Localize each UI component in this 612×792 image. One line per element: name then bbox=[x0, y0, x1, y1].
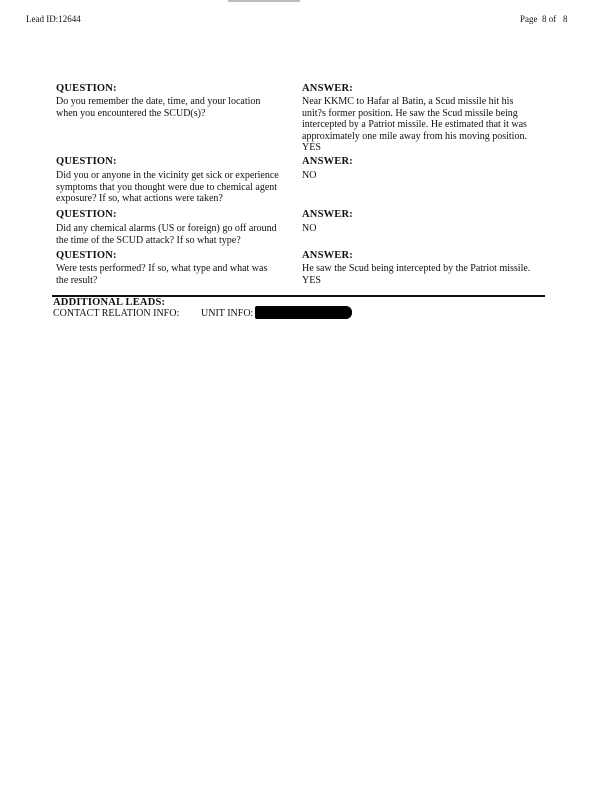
text-line: Do you remember the date, time, and your location bbox=[56, 96, 261, 107]
question-label: QUESTION: bbox=[56, 250, 117, 261]
question-label: QUESTION: bbox=[56, 156, 117, 167]
scan-artifact bbox=[228, 0, 300, 2]
answer-text bbox=[302, 223, 316, 235]
text-line: Were tests performed? If so, what type and what was bbox=[56, 263, 268, 274]
answer-text bbox=[302, 263, 530, 286]
unit-info-label: UNIT INFO: bbox=[201, 308, 254, 319]
text-line: intercepted by a Patriot missile. He estimated that it was bbox=[302, 119, 527, 131]
question-text bbox=[56, 223, 277, 246]
text-line: Did any chemical alarms (US or foreign) go off around bbox=[56, 223, 277, 234]
page-label: Page bbox=[520, 14, 538, 24]
text-line: approximately one mile away from his moving position. bbox=[302, 130, 527, 142]
text-line: NO bbox=[302, 223, 317, 234]
text-line: Did you or anyone in the vicinity get sick or experience bbox=[56, 170, 279, 181]
answer-label: ANSWER: bbox=[302, 209, 353, 220]
answer-text bbox=[302, 170, 316, 182]
text-line: exposure? If so, what actions were taken? bbox=[56, 193, 223, 205]
text-line: the time of the SCUD attack? If so what type? bbox=[56, 234, 241, 246]
text-line: when you encountered the SCUD(s)? bbox=[56, 107, 206, 119]
text-line: the result? bbox=[56, 274, 98, 286]
text-line: unit?s former position. He saw the Scud missile being bbox=[302, 107, 518, 119]
text-line: YES bbox=[302, 274, 321, 286]
redaction-block bbox=[255, 306, 352, 319]
answer-label: ANSWER: bbox=[302, 83, 353, 94]
page-total: 8 bbox=[563, 14, 568, 24]
question-text bbox=[56, 263, 267, 286]
answer-label: ANSWER: bbox=[302, 250, 353, 261]
additional-leads-title: ADDITIONAL LEADS: bbox=[53, 297, 166, 308]
page-of: of bbox=[548, 14, 557, 24]
answer-label: ANSWER: bbox=[302, 156, 353, 167]
page-indicator bbox=[520, 14, 568, 24]
text-line: He saw the Scud being intercepted by the Patriot missile. bbox=[302, 263, 531, 274]
question-text bbox=[56, 96, 260, 119]
question-text bbox=[56, 170, 279, 205]
question-label: QUESTION: bbox=[56, 209, 117, 220]
lead-id: Lead ID:12644 bbox=[26, 14, 81, 24]
contact-relation-label: CONTACT RELATION INFO: bbox=[53, 308, 180, 319]
text-line: NO bbox=[302, 170, 317, 181]
question-label: QUESTION: bbox=[56, 83, 117, 94]
page-number: 8 bbox=[542, 14, 547, 24]
answer-text bbox=[302, 96, 527, 154]
text-line: Near KKMC to Hafar al Batin, a Scud missile hit his bbox=[302, 96, 514, 107]
text-line: symptoms that you thought were due to chemical agent bbox=[56, 181, 278, 193]
text-line: YES bbox=[302, 142, 321, 154]
